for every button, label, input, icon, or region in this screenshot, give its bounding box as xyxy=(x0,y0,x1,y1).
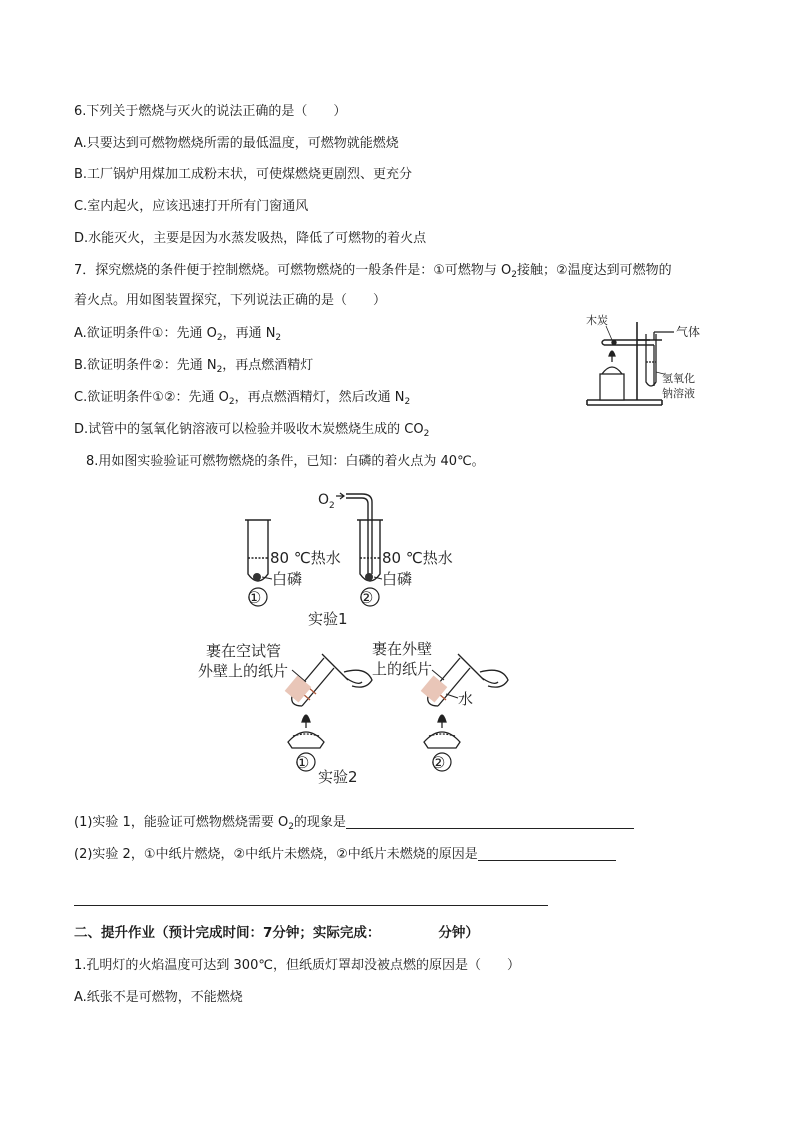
exp1-hot-water-2: 80 ℃热水 xyxy=(382,549,453,567)
exp2-lamp-1 xyxy=(288,715,324,748)
support-block xyxy=(600,374,624,400)
q6-option-a: A.只要达到可燃物燃烧所需的最低温度，可燃物就能燃烧 xyxy=(74,136,399,151)
exp1-white-p-1: 白磷 xyxy=(272,570,303,588)
exp1-white-p-2: 白磷 xyxy=(382,570,413,588)
q6-option-b: B.工厂锅炉用煤加工成粉末状，可使煤燃烧更剧烈、更充分 xyxy=(74,167,413,182)
alcohol-lamp xyxy=(602,351,622,374)
exp2-num-1: ① xyxy=(295,753,310,772)
exp1-tube-1 xyxy=(245,520,271,581)
q7-option-d: D.试管中的氢氧化钠溶液可以检验并吸收木炭燃烧生成的 $CO_2$ xyxy=(74,422,430,439)
exp1-num-2: ② xyxy=(359,588,374,607)
q8-experiment2-figure xyxy=(196,636,536,786)
q7-stem-line2: 着火点。用如图装置探究，下列说法正确的是（ ） xyxy=(74,293,387,308)
label-gas: 气体 xyxy=(676,325,701,339)
exp2-label-1b: 外壁上的纸片 xyxy=(198,662,289,680)
exp2-num-2: ② xyxy=(431,753,446,772)
q6-option-c: C.室内起火，应该迅速打开所有门窗通风 xyxy=(74,199,309,214)
q8-experiment1-figure xyxy=(240,490,480,630)
white-phosphorus-1 xyxy=(253,573,261,581)
white-phosphorus-2 xyxy=(365,573,373,581)
exp1-caption: 实验1 xyxy=(308,610,348,628)
exp2-label-2b: 上的纸片 xyxy=(372,660,433,678)
horizontal-tube xyxy=(602,340,662,345)
q7-option-a: A.欲证明条件①：先通 $O_2$，再通 $N_2$ xyxy=(74,326,282,343)
label-charcoal: 木炭 xyxy=(586,314,608,327)
answer-blank-2[interactable] xyxy=(478,846,616,861)
q6-stem: 6.下列关于燃烧与灭火的说法正确的是（ ） xyxy=(74,104,347,119)
exp2-label-2a: 裹在外壁 xyxy=(372,640,433,658)
label-naoh-line2: 钠溶液 xyxy=(662,387,695,400)
leader-charcoal xyxy=(606,326,612,340)
q7-option-b: B.欲证明条件②：先通 $N_2$，再点燃酒精灯 xyxy=(74,358,314,375)
section-divider xyxy=(74,905,548,906)
q8-part2: (2)实验 2，①中纸片燃烧，②中纸片未燃烧，②中纸片未燃烧的原因是 xyxy=(74,846,616,864)
exp1-tube-2 xyxy=(346,494,383,581)
p1q1-stem: 1.孔明灯的火焰温度可达到 300℃，但纸质灯罩却没被点燃的原因是（ ） xyxy=(74,958,520,973)
exp2-lamp-2 xyxy=(424,715,460,748)
q7-stem-line1: 7．探究燃烧的条件便于控制燃烧。可燃物燃烧的一般条件是：①可燃物与 $O_2$接触；②温度达到可燃物的 xyxy=(74,263,672,280)
exp1-hot-water-1: 80 ℃热水 xyxy=(270,549,341,567)
q8-stem: 8.用如图实验验证可燃物燃烧的条件，已知：白磷的着火点为 40℃。 xyxy=(86,454,485,469)
section2-title: 二、提升作业（预计完成时间：7分钟；实际完成： 分钟） xyxy=(74,925,479,941)
exp2-caption: 实验2 xyxy=(318,768,358,786)
answer-blank-1[interactable] xyxy=(346,814,634,829)
p1q1-option-a: A.纸张不是可燃物，不能燃烧 xyxy=(74,990,243,1005)
label-naoh-line1: 氢氧化 xyxy=(662,372,695,385)
exp2-water: 水 xyxy=(458,690,474,708)
q8-part1: (1)实验 1，能验证可燃物燃烧需要 $O_2$的现象是 xyxy=(74,814,634,836)
exp1-num-1: ① xyxy=(247,588,262,607)
q7-apparatus-figure xyxy=(582,312,732,412)
q7-option-c: C.欲证明条件①②：先通 $O_2$，再点燃酒精灯，然后改通 $N_2$ xyxy=(74,390,411,407)
o2-arrow xyxy=(336,493,344,499)
exp2-label-1a: 裹在空试管 xyxy=(206,642,282,660)
q6-option-d: D.水能灭火，主要是因为水蒸发吸热，降低了可燃物的着火点 xyxy=(74,231,427,246)
exp1-o2: $O_2$ xyxy=(318,492,335,511)
